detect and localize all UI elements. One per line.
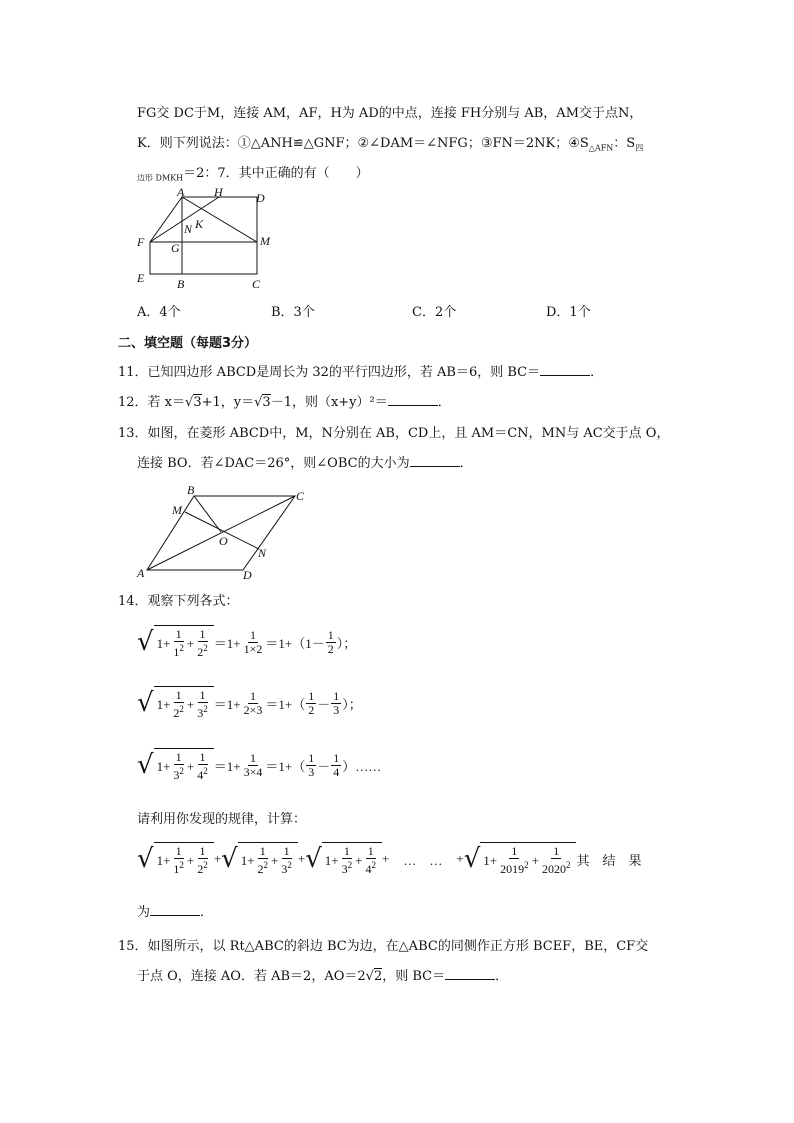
q14-row1: √ 1+ $\frac{1}{1^2}$ + $\frac{1}{2^2}$ ＝1+ $\frac{1}{1\times 2}$ ＝ 1+（1 － $\frac{1}{2}$ ）；: [137, 627, 357, 659]
q14-prompt: 请利用你发现的规律，计算：: [137, 812, 307, 827]
q11-blank[interactable]: [540, 363, 590, 376]
option-b[interactable]: B．3个: [271, 305, 315, 320]
q13-line1: 13．如图，在菱形 ABCD中，M，N分别在 AB，CD上，且 AM＝CN，MN与 AC交于点 O，: [118, 426, 670, 441]
q13-blank[interactable]: [410, 454, 460, 467]
q11: 11．已知四边形 ABCD是周长为 32的平行四边形，若 AB＝6，则 BC＝ ．: [118, 365, 604, 380]
q15-blank[interactable]: [445, 967, 495, 980]
label-A: A: [177, 188, 185, 199]
label-A: A: [137, 566, 145, 580]
label-O: O: [219, 534, 228, 548]
label-G: G: [171, 241, 180, 255]
label-H: H: [214, 188, 223, 199]
label-D: D: [243, 568, 252, 582]
q14-blank[interactable]: [150, 903, 200, 916]
q12: 12．若 x＝√3+1，y＝√3－1，则（x+y）²＝ ．: [118, 395, 451, 410]
q13-line2: 连接 BO．若∠DAC＝26°，则∠OBC的大小为 ．: [137, 456, 473, 471]
label-M: M: [260, 234, 270, 248]
q10-line1: FG交 DC于M，连接 AM，AF，H为 AD的中点，连接 FH分别与 AB，AM交于点N，: [137, 106, 643, 121]
q14-sum: √ 1+ $\frac{1}{1^2}$ + $\frac{1}{2^2}$ + √ 1+ $\frac{1}{2^2}$ + $\frac{1}{3^2}$ + √ 1+ $\frac{1}{3^2}$ + $\frac{1}{4^2}$ + … … + √ 1+ $\frac{1}{2019^2}$ + $\frac{1}{2020^2}$ 其 结 果: [137, 844, 642, 876]
q15-line2: 于点 O，连接 AO．若 AB＝2，AO＝2√2，则 BC＝ ．: [137, 969, 509, 984]
q15-line1: 15．如图所示，以 Rt△ABC的斜边 BC为边，在△ABC的同侧作正方形 BCEF，BE，CF交: [118, 939, 649, 954]
label-N: N: [184, 222, 193, 236]
label-E: E: [137, 271, 145, 285]
label-B: B: [187, 484, 195, 497]
label-B: B: [177, 277, 185, 291]
label-C: C: [296, 489, 305, 503]
label-F: F: [137, 235, 145, 249]
q14-answer: 为 ．: [137, 905, 214, 920]
q10-line2: K．则下列说法：①△ANH≌△GNF；②∠DAM＝∠NFG；③FN＝2NK；$④S_{\triangle AFN}$：$S_四$: [137, 136, 644, 153]
lower-rect: [150, 242, 257, 274]
section-fill-in: 二、填空题（每题3分）: [118, 336, 258, 351]
figure-q10: [132, 188, 282, 293]
q14-row2: √ 1+ $\frac{1}{2^2}$ + $\frac{1}{3^2}$ ＝1+ $\frac{1}{2\times 3}$ ＝ 1+（ $\frac{1}{2}$ － $\frac{1}{3}$ ）；: [137, 688, 362, 720]
q12-blank[interactable]: [388, 393, 438, 406]
label-C: C: [252, 277, 261, 291]
label-K: K: [195, 217, 204, 231]
label-N: N: [258, 546, 267, 560]
q14-row3: √ 1+ $\frac{1}{3^2}$ + $\frac{1}{4^2}$ ＝1+ $\frac{1}{3\times 4}$ ＝ 1+（ $\frac{1}{3}$ － $\frac{1}{4}$ ）……: [137, 750, 382, 782]
option-d[interactable]: D．1个: [546, 305, 591, 320]
label-D: D: [256, 191, 265, 205]
option-a[interactable]: A．4个: [137, 305, 181, 320]
label-M: M: [172, 503, 182, 517]
figure-q13: [135, 484, 310, 584]
q14-intro: 14．观察下列各式：: [118, 594, 239, 609]
option-c[interactable]: C．2个: [412, 305, 457, 320]
q10-line3: $_{边形 DMKH}$＝2：7．其中正确的有（ ）: [137, 166, 369, 183]
